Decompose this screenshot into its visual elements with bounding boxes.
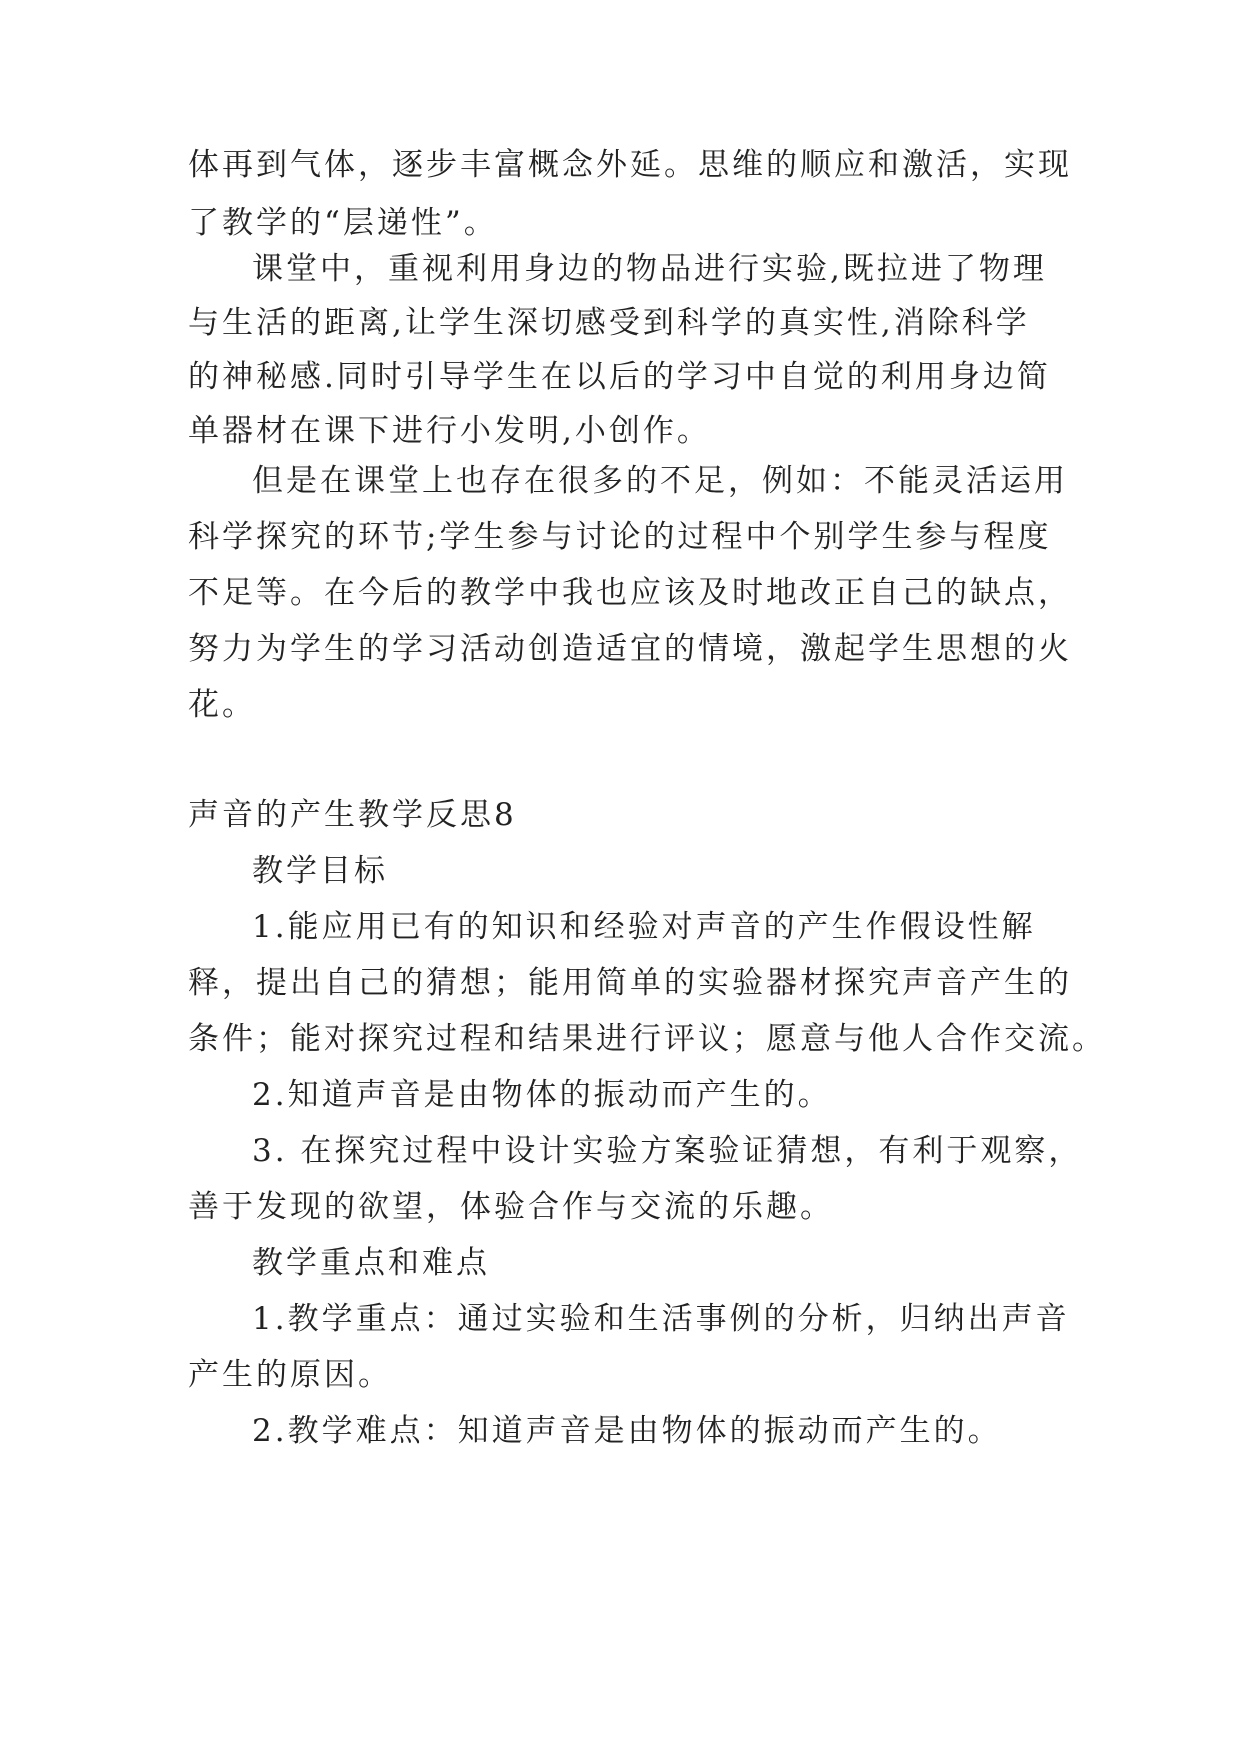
paragraph-line: 产生的原因。 [188, 1357, 392, 1393]
paragraph-line: 科学探究的环节;学生参与讨论的过程中个别学生参与程度 [188, 519, 1052, 555]
paragraph-line: 条件；能对探究过程和结果进行评议；愿意与他人合作交流。 [188, 1021, 1106, 1057]
paragraph-line: 花。 [188, 687, 256, 723]
paragraph-line: 努力为学生的学习活动创造适宜的情境，激起学生思想的火 [188, 631, 1072, 667]
paragraph-line: 1.能应用已有的知识和经验对声音的产生作假设性解 [252, 909, 1036, 945]
subheading: 教学重点和难点 [252, 1245, 490, 1281]
paragraph-line: 善于发现的欲望，体验合作与交流的乐趣。 [188, 1189, 834, 1225]
section-heading: 声音的产生教学反思8 [188, 797, 517, 833]
subheading: 教学目标 [252, 853, 388, 889]
paragraph-line: 释，提出自己的猜想；能用简单的实验器材探究声音产生的 [188, 965, 1072, 1001]
paragraph-line: 2.教学难点：知道声音是由物体的振动而产生的。 [252, 1413, 1002, 1449]
paragraph-line: 的神秘感.同时引导学生在以后的学习中自觉的利用身边简 [188, 359, 1051, 395]
paragraph-line: 课堂中，重视利用身边的物品进行实验,既拉进了物理 [252, 251, 1047, 287]
paragraph-line: 2.知道声音是由物体的振动而产生的。 [252, 1077, 832, 1113]
paragraph-line: 单器材在课下进行小发明,小创作。 [188, 413, 711, 449]
paragraph-line: 1.教学重点：通过实验和生活事例的分析，归纳出声音 [252, 1301, 1070, 1337]
paragraph-line: 不足等。在今后的教学中我也应该及时地改正自己的缺点， [188, 575, 1072, 611]
paragraph-line: 体再到气体，逐步丰富概念外延。思维的顺应和激活，实现 [188, 147, 1072, 183]
paragraph-line: 了教学的“层递性”。 [188, 205, 498, 241]
paragraph-line: 与生活的距离,让学生深切感受到科学的真实性,消除科学 [188, 305, 1030, 341]
paragraph-line: 但是在课堂上也存在很多的不足，例如：不能灵活运用 [252, 463, 1068, 499]
paragraph-line: 3. 在探究过程中设计实验方案验证猜想，有利于观察， [252, 1133, 1083, 1169]
